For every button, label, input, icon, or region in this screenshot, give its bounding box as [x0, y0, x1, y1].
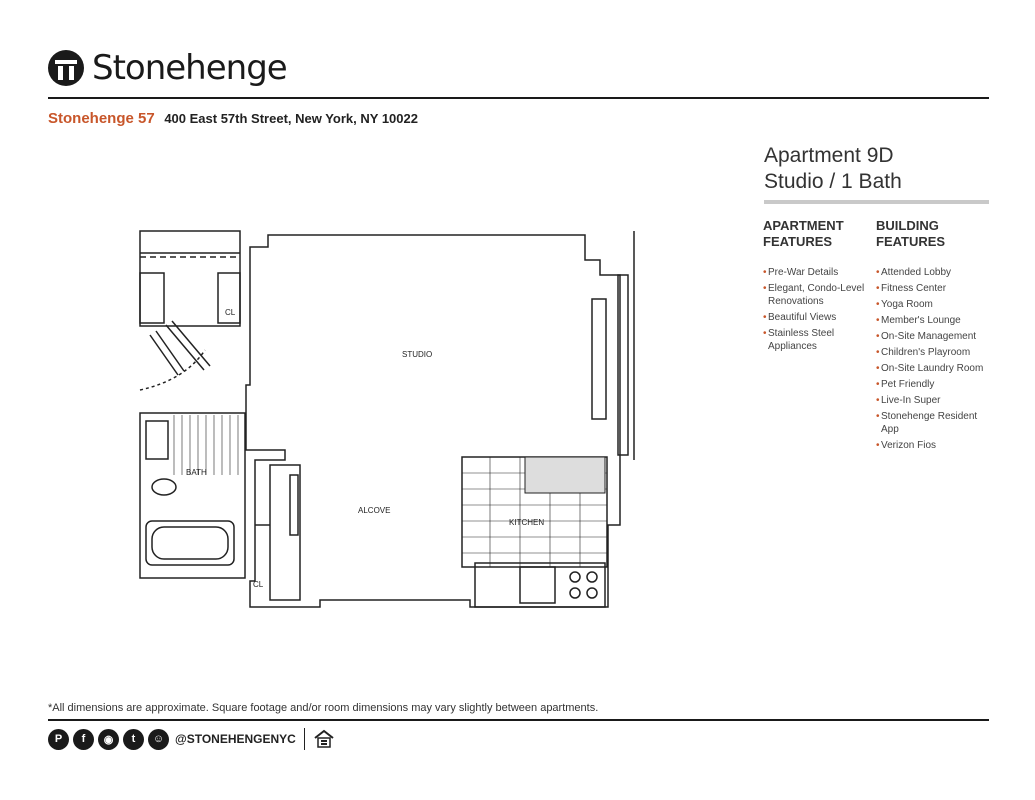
social-handle[interactable]: @STONEHENGENYC: [175, 732, 296, 746]
brand-name: Stonehenge: [92, 48, 287, 88]
list-item: • Verizon Fios: [876, 439, 989, 452]
list-item: • Beautiful Views: [763, 311, 871, 324]
twitter-icon[interactable]: t: [123, 729, 144, 750]
building-features-heading: BUILDING FEATURES: [876, 218, 946, 249]
list-item: • Yoga Room: [876, 298, 989, 311]
kitchen: [462, 457, 607, 607]
equal-housing-icon: [313, 729, 335, 749]
studio-column: [592, 299, 606, 419]
closet-top-label: CL: [225, 308, 236, 317]
list-item: • Live-In Super: [876, 394, 989, 407]
apartment-type: Studio / 1 Bath: [764, 170, 902, 193]
footer-divider: [304, 728, 305, 750]
list-item: • Fitness Center: [876, 282, 989, 295]
instagram-icon[interactable]: ◉: [98, 729, 119, 750]
closet-bottom-label: CL: [253, 580, 264, 589]
studio-label: STUDIO: [402, 350, 433, 359]
property-address-line: [48, 110, 418, 127]
disclaimer: *All dimensions are approximate. Square footage and/or room dimensions may vary slightly between apartments.: [48, 702, 599, 714]
list-item: • On-Site Management: [876, 330, 989, 343]
building-features-list: [876, 266, 989, 452]
footer-rule: [48, 719, 989, 721]
list-item: • Elegant, Condo-Level Renovations: [763, 282, 871, 308]
bathroom: [140, 413, 245, 578]
list-item: • Member's Lounge: [876, 314, 989, 327]
list-item: • Children's Playroom: [876, 346, 989, 359]
footer: [48, 728, 335, 750]
snapchat-icon[interactable]: ☺: [148, 729, 169, 750]
apartment-title: [764, 143, 902, 195]
entry-door: [140, 321, 210, 390]
pinterest-icon[interactable]: P: [48, 729, 69, 750]
list-item: • Stainless Steel Appliances: [763, 327, 871, 353]
property-address: 400 East 57th Street, New York, NY 10022: [164, 111, 418, 126]
floor-plan: [130, 225, 640, 615]
facebook-icon[interactable]: f: [73, 729, 94, 750]
building-features: [876, 218, 989, 455]
stonehenge-logo-icon: [48, 50, 84, 86]
apartment-title-rule: [764, 200, 989, 204]
alcove-label: ALCOVE: [358, 506, 391, 515]
studio-walls: [246, 235, 620, 607]
property-name: Stonehenge 57: [48, 110, 155, 127]
list-item: • Attended Lobby: [876, 266, 989, 279]
list-item: • On-Site Laundry Room: [876, 362, 989, 375]
list-item: • Pet Friendly: [876, 378, 989, 391]
header-rule: [48, 97, 989, 99]
apartment-features-list: [763, 266, 871, 353]
apartment-features-heading: APARTMENT FEATURES: [763, 218, 844, 249]
list-item: • Pre-War Details: [763, 266, 871, 279]
list-item: • Stonehenge Resident App: [876, 410, 989, 436]
brand-logo: [48, 50, 287, 86]
kitchen-label: KITCHEN: [509, 518, 545, 527]
apartment-features: [763, 218, 871, 356]
bath-label: BATH: [186, 468, 207, 477]
apartment-number: Apartment 9D: [764, 144, 894, 167]
